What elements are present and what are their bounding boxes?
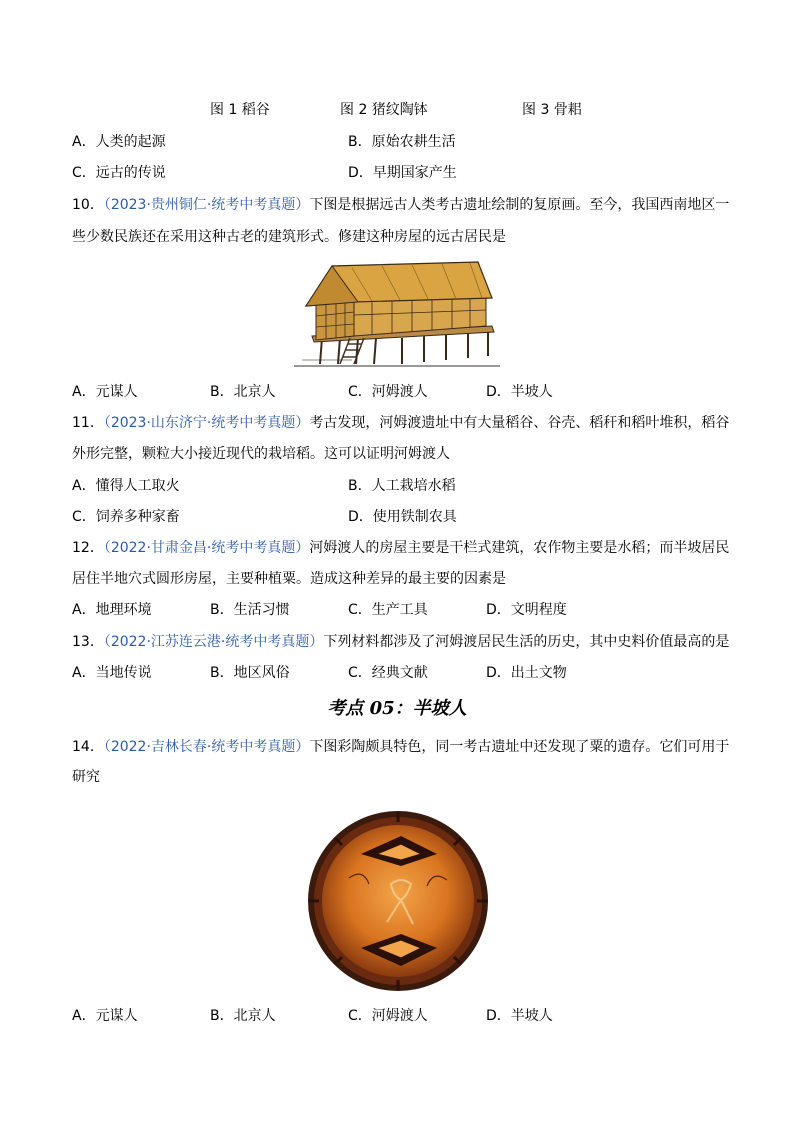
q11-number: 11． xyxy=(72,415,104,431)
figure-caption-1: 图 1 稻谷 xyxy=(210,102,270,118)
q9-option-b[interactable]: B．原始农耕生活 xyxy=(348,134,456,150)
q13-option-c[interactable]: C．经典文献 xyxy=(348,665,428,681)
q10-text: 下图是根据远古人类考古遗址绘制的复原画。至今，我国西南地区一 xyxy=(309,197,730,213)
q9-option-d[interactable]: D．早期国家产生 xyxy=(348,165,457,181)
q10-option-b[interactable]: B．北京人 xyxy=(210,384,276,400)
q10-stem-line2: 些少数民族还在采用这种古老的建筑形式。修建这种房屋的远古居民是 xyxy=(72,229,506,245)
q14-option-a[interactable]: A．元谋人 xyxy=(72,1008,138,1024)
q11-option-d[interactable]: D．使用铁制农具 xyxy=(348,509,457,525)
q12-source: （2022·甘肃金昌·统考中考真题） xyxy=(103,540,310,556)
q12-stem-line2: 居住半地穴式圆形房屋，主要种植粟。造成这种差异的最主要的因素是 xyxy=(72,571,506,587)
q13-option-a[interactable]: A．当地传说 xyxy=(72,665,152,681)
q12-text: 河姆渡人的房屋主要是干栏式建筑，农作物主要是水稻；而半坡居民 xyxy=(309,540,730,556)
q14-option-b[interactable]: B．北京人 xyxy=(210,1008,276,1024)
q11-option-c[interactable]: C．饲养多种家畜 xyxy=(72,509,180,525)
q10-number: 10． xyxy=(72,197,104,213)
q11-text: 考古发现，河姆渡遗址中有大量稻谷、谷壳、稻秆和稻叶堆积，稻谷 xyxy=(309,415,730,431)
q14-source: （2022·吉林长春·统考中考真题） xyxy=(103,739,310,755)
q14-option-c[interactable]: C．河姆渡人 xyxy=(348,1008,428,1024)
q12-option-d[interactable]: D．文明程度 xyxy=(486,602,567,618)
q14-stem-line1 xyxy=(72,737,729,757)
q12-option-b[interactable]: B．生活习惯 xyxy=(210,602,290,618)
q13-stem-line1 xyxy=(72,632,729,652)
q14-option-d[interactable]: D．半坡人 xyxy=(486,1008,553,1024)
q11-stem-line2: 外形完整，颗粒大小接近现代的栽培稻。这可以证明河姆渡人 xyxy=(72,446,450,462)
q12-stem-line1 xyxy=(72,538,729,558)
q11-option-a[interactable]: A．懂得人工取火 xyxy=(72,478,180,494)
q13-option-b[interactable]: B．地区风俗 xyxy=(210,665,290,681)
figure-caption-3: 图 3 骨耜 xyxy=(522,102,582,118)
q12-option-a[interactable]: A．地理环境 xyxy=(72,602,152,618)
q11-option-b[interactable]: B．人工栽培水稻 xyxy=(348,478,456,494)
q10-stem-line1 xyxy=(72,195,729,215)
painted-pottery-basin-image xyxy=(305,808,491,994)
q9-option-c[interactable]: C．远古的传说 xyxy=(72,165,166,181)
q14-text: 下图彩陶颇具特色，同一考古遗址中还发现了粟的遗存。它们可用于 xyxy=(309,739,730,755)
q13-option-d[interactable]: D．出土文物 xyxy=(486,665,567,681)
q12-number: 12． xyxy=(72,540,104,556)
q11-stem-line1 xyxy=(72,413,729,433)
q10-option-c[interactable]: C．河姆渡人 xyxy=(348,384,428,400)
q14-number: 14． xyxy=(72,739,104,755)
q11-source: （2023·山东济宁·统考中考真题） xyxy=(103,415,310,431)
q10-option-d[interactable]: D．半坡人 xyxy=(486,384,553,400)
q9-option-a[interactable]: A．人类的起源 xyxy=(72,134,166,150)
q13-number: 13． xyxy=(72,634,104,650)
q13-text: 下列材料都涉及了河姆渡居民生活的历史，其中史料价值最高的是 xyxy=(323,634,730,650)
figure-caption-2: 图 2 猪纹陶钵 xyxy=(340,102,428,118)
q13-source: （2022·江苏连云港·统考中考真题） xyxy=(103,634,324,650)
q10-source: （2023·贵州铜仁·统考中考真题） xyxy=(103,197,310,213)
q14-stem-line2: 研究 xyxy=(72,769,100,785)
q10-option-a[interactable]: A．元谋人 xyxy=(72,384,138,400)
section-title: 考点 05：半坡人 xyxy=(327,698,467,719)
q12-option-c[interactable]: C．生产工具 xyxy=(348,602,428,618)
stilt-house-illustration xyxy=(292,260,502,370)
